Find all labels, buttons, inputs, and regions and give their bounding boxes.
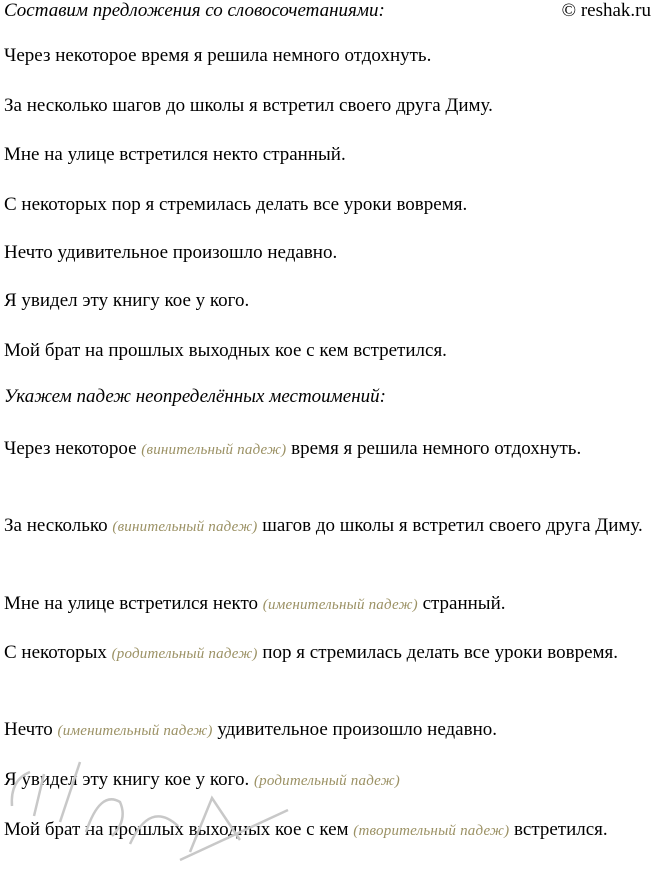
sentence-text: Я увидел эту книгу кое у кого. [4, 769, 250, 790]
section2-title: Укажем падеж неопределённых местоимений: [4, 386, 386, 407]
sentence-text: встретился. [514, 819, 608, 840]
sentence-4: С некоторых пор я стремилась делать все уроки вовремя. [4, 194, 468, 215]
case-note: (родительный падеж) [111, 646, 258, 662]
copyright-text: © reshak.ru [561, 0, 651, 21]
sentence-text: Мне на улице встретился некто [4, 593, 259, 614]
section1-title: Составим предложения со словосочетаниями: [4, 0, 385, 21]
sentence-1: Через некоторое время я решила немного отдохнуть. [4, 45, 432, 66]
annotated-sentence-7 [4, 814, 654, 847]
sentence-text: С некоторых [4, 642, 107, 663]
case-note: (творительный падеж) [353, 823, 510, 839]
case-note: (именительный падеж) [57, 723, 213, 739]
sentence-6: Я увидел эту книгу кое у кого. [4, 290, 250, 311]
annotated-sentence-4 [4, 637, 654, 670]
sentence-3: Мне на улице встретился некто странный. [4, 144, 346, 165]
annotated-sentence-6 [4, 764, 654, 797]
case-note: (винительный падеж) [112, 519, 258, 535]
sentence-text: пор я стремилась делать все уроки вовремя. [262, 642, 619, 663]
sentence-text: Мой брат на прошлых выходных кое с кем [4, 819, 349, 840]
case-note: (родительный падеж) [253, 773, 401, 789]
sentence-text: странный. [422, 593, 506, 614]
annotated-sentence-5 [4, 714, 654, 747]
reshak-watermark [0, 740, 320, 870]
case-note: (именительный падеж) [262, 597, 418, 613]
sentence-5: Нечто удивительное произошло недавно. [4, 242, 338, 263]
sentence-text: удивительное произошло недавно. [217, 719, 497, 740]
annotated-sentence-1 [4, 433, 654, 466]
sentence-text: Через некоторое [4, 438, 137, 459]
case-note: (винительный падеж) [141, 442, 287, 458]
sentence-2: За несколько шагов до школы я встретил своего друга Диму. [4, 95, 493, 116]
annotated-sentence-2 [4, 510, 654, 543]
sentence-7: Мой брат на прошлых выходных кое с кем встретился. [4, 340, 447, 361]
sentence-text: время я решила немного отдохнуть. [291, 438, 582, 459]
sentence-text: За несколько [4, 515, 108, 536]
sentence-text: шагов до школы я встретил своего друга Диму. [262, 515, 643, 536]
annotated-sentence-3 [4, 588, 654, 621]
sentence-text: Нечто [4, 719, 53, 740]
